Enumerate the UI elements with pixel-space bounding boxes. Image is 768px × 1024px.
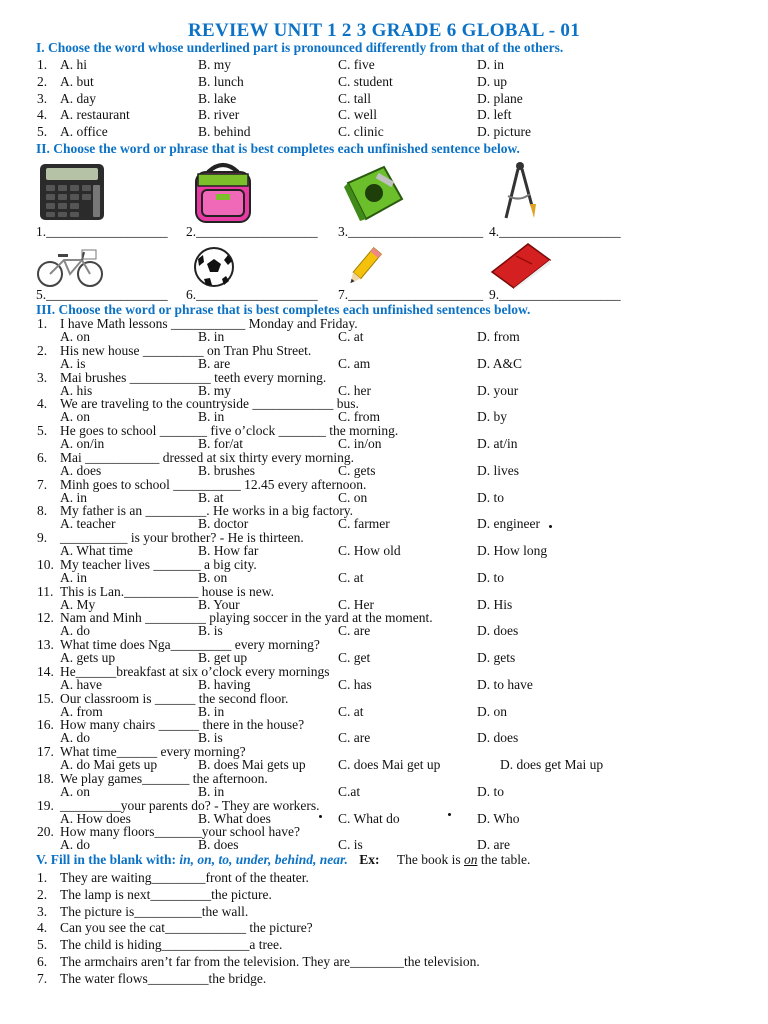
option-d: D. left bbox=[477, 107, 512, 123]
fill-blank-sentence: The water flows_________the bridge. bbox=[60, 970, 267, 986]
option-a: A. on/in bbox=[60, 436, 105, 451]
question-row bbox=[0, 557, 768, 571]
option-c: C. at bbox=[338, 569, 364, 585]
section-1-heading: I. Choose the word whose underlined part is pronounced differently from that of the others. bbox=[36, 40, 564, 55]
question-row bbox=[0, 450, 768, 464]
fill-blank-sentence: The lamp is next_________the picture. bbox=[60, 886, 272, 902]
options-row bbox=[0, 650, 768, 664]
picture-answer-blank: 3.____________________ bbox=[338, 224, 484, 239]
question-row bbox=[0, 370, 768, 384]
option-c: C.at bbox=[338, 783, 361, 799]
question-number: 7. bbox=[37, 476, 48, 492]
options-row bbox=[0, 543, 768, 557]
fill-blank-row bbox=[0, 904, 768, 920]
question-row bbox=[0, 316, 768, 330]
question-row bbox=[0, 798, 768, 812]
option-c: C. is bbox=[338, 837, 363, 853]
option-a: A. do bbox=[60, 730, 90, 746]
question-text: He goes to school _______ five o’clock _______ the morning. bbox=[60, 423, 399, 438]
option-c: C. from bbox=[338, 409, 380, 425]
option-c: C. student bbox=[338, 73, 393, 89]
option-b: B. river bbox=[198, 107, 240, 123]
item-number: 2. bbox=[37, 73, 48, 89]
options-row bbox=[0, 704, 768, 718]
option-a: A. What time bbox=[60, 543, 133, 558]
option-a: A. on bbox=[60, 409, 90, 425]
option-b: B. in bbox=[198, 703, 225, 719]
option-d: D. lives bbox=[477, 462, 519, 478]
example-sentence bbox=[397, 852, 530, 867]
section-5-heading-text: V. Fill in the blank with: bbox=[36, 852, 177, 867]
question-number: 4. bbox=[37, 396, 48, 412]
option-b: B. lake bbox=[198, 90, 237, 106]
question-number: 9. bbox=[37, 530, 48, 545]
picture-answer-blank: 9.__________________ bbox=[489, 287, 621, 302]
option-b: B. is bbox=[198, 730, 223, 746]
question-number: 16. bbox=[37, 717, 54, 733]
fill-blank-row bbox=[0, 937, 768, 953]
option-b: B. behind bbox=[198, 124, 251, 140]
question-number: 10. bbox=[37, 556, 54, 572]
fill-blank-sentence: Can you see the cat____________ the picture? bbox=[60, 920, 313, 936]
picture-answer-blank: 2.__________________ bbox=[186, 224, 318, 239]
question-text: Mai brushes ____________ teeth every morning. bbox=[60, 369, 327, 385]
option-c: C. Her bbox=[338, 596, 374, 612]
question-text: His new house _________ on Tran Phu Street. bbox=[60, 342, 312, 358]
option-d: D. to bbox=[477, 489, 504, 505]
worksheet-title: REVIEW UNIT 1 2 3 GRADE 6 GLOBAL - 01 bbox=[187, 20, 581, 41]
option-c: C. clinic bbox=[338, 124, 384, 140]
item-number: 2. bbox=[37, 886, 48, 902]
options-row bbox=[0, 383, 768, 397]
stray-dot bbox=[448, 813, 451, 816]
option-d: D. picture bbox=[477, 124, 531, 140]
option-b: B. at bbox=[198, 489, 224, 505]
option-b: B. How far bbox=[198, 543, 259, 558]
item-number: 6. bbox=[37, 954, 48, 969]
question-row bbox=[0, 691, 768, 705]
picture-answer-blank: 7.____________________ bbox=[338, 287, 484, 302]
question-row bbox=[0, 744, 768, 758]
option-d: D. to bbox=[477, 783, 504, 799]
item-number: 4. bbox=[37, 920, 48, 936]
option-b: B. brushes bbox=[198, 462, 255, 478]
question-number: 6. bbox=[37, 449, 48, 465]
options-row bbox=[0, 570, 768, 584]
stray-dot bbox=[549, 525, 552, 528]
question-text: We play games_______ the afternoon. bbox=[60, 770, 268, 786]
question-row bbox=[0, 396, 768, 410]
options-row bbox=[0, 837, 768, 851]
question-row bbox=[0, 343, 768, 357]
option-c: C. are bbox=[338, 623, 371, 639]
option-a: A. in bbox=[60, 489, 87, 505]
section-5-heading bbox=[36, 852, 530, 868]
question-number: 3. bbox=[37, 369, 48, 385]
option-c: C. get bbox=[338, 650, 371, 665]
item-number: 1. bbox=[37, 870, 48, 885]
question-text: What time does Nga_________ every morning? bbox=[60, 637, 320, 652]
option-c: C. are bbox=[338, 730, 371, 746]
option-c: C. gets bbox=[338, 462, 376, 478]
option-b: B. in bbox=[198, 409, 225, 425]
option-c: C. What do bbox=[338, 810, 400, 826]
question-row bbox=[0, 664, 768, 678]
option-b: B. on bbox=[198, 569, 228, 585]
notebook-icon bbox=[488, 242, 554, 290]
option-d: D. to bbox=[477, 569, 504, 585]
pronunciation-row bbox=[0, 107, 768, 123]
option-d: D. does bbox=[477, 730, 519, 746]
options-row bbox=[0, 730, 768, 744]
options-row bbox=[0, 356, 768, 370]
pronunciation-row bbox=[0, 124, 768, 140]
item-number: 5. bbox=[37, 937, 48, 953]
option-c: C. farmer bbox=[338, 516, 390, 532]
options-row bbox=[0, 409, 768, 423]
option-b: B. in bbox=[198, 329, 225, 344]
options-row bbox=[0, 516, 768, 530]
options-row bbox=[0, 811, 768, 825]
section-2-heading: II. Choose the word or phrase that is best completes each unfinished sentence below. bbox=[36, 141, 520, 156]
question-text: This is Lan.___________ house is new. bbox=[60, 583, 274, 599]
question-row bbox=[0, 530, 768, 544]
option-d: D. does bbox=[477, 623, 519, 639]
question-number: 11. bbox=[37, 583, 54, 599]
option-d: D. are bbox=[477, 837, 510, 853]
question-text: He______breakfast at six o’clock every mornings bbox=[60, 663, 330, 679]
option-b: B. are bbox=[198, 355, 231, 371]
question-text: Our classroom is ______ the second floor. bbox=[60, 690, 289, 706]
example-word: on bbox=[463, 852, 478, 867]
option-a: A. but bbox=[60, 73, 94, 89]
option-d: D. His bbox=[477, 596, 513, 612]
options-row bbox=[0, 463, 768, 477]
question-number: 14. bbox=[37, 663, 54, 679]
options-row bbox=[0, 436, 768, 450]
question-row bbox=[0, 717, 768, 731]
question-row bbox=[0, 771, 768, 785]
option-b: B. in bbox=[198, 783, 225, 799]
fill-blank-sentence: The picture is__________the wall. bbox=[60, 903, 249, 919]
question-row bbox=[0, 477, 768, 491]
question-number: 18. bbox=[37, 770, 54, 786]
question-text: We are traveling to the countryside ____________ bus. bbox=[60, 396, 359, 412]
pencil-icon bbox=[344, 244, 384, 290]
option-d: D. your bbox=[477, 382, 519, 398]
question-number: 13. bbox=[37, 637, 54, 652]
option-b: B. my bbox=[198, 382, 232, 398]
option-b: B. for/at bbox=[198, 436, 243, 451]
question-row bbox=[0, 610, 768, 624]
option-c: C. well bbox=[338, 107, 377, 123]
option-c: C. in/on bbox=[338, 436, 382, 451]
question-text: Nam and Minh _________ playing soccer in the yard at the moment. bbox=[60, 610, 433, 626]
question-text: Minh goes to school __________ 12.45 every afternoon. bbox=[60, 476, 367, 492]
option-a: A. on bbox=[60, 783, 90, 799]
question-number: 5. bbox=[37, 423, 48, 438]
question-text: My father is an _________. He works in a big factory. bbox=[60, 503, 354, 519]
item-number: 3. bbox=[37, 90, 48, 106]
picture-answer-blank: 4.__________________ bbox=[489, 224, 621, 239]
pronunciation-row bbox=[0, 91, 768, 107]
question-number: 1. bbox=[37, 316, 48, 331]
question-number: 15. bbox=[37, 690, 54, 706]
backpack-icon bbox=[188, 160, 258, 226]
bicycle-icon bbox=[36, 246, 104, 288]
option-b: B. is bbox=[198, 623, 223, 639]
stray-dot bbox=[319, 815, 322, 818]
options-row bbox=[0, 329, 768, 343]
compass-icon bbox=[500, 160, 540, 222]
option-a: A. teacher bbox=[60, 516, 116, 532]
fill-blank-row bbox=[0, 971, 768, 987]
option-c: C. How old bbox=[338, 543, 401, 558]
option-d: D. engineer bbox=[477, 516, 540, 532]
item-number: 1. bbox=[37, 57, 48, 72]
option-d: D. A&C bbox=[477, 355, 523, 371]
option-c: C. on bbox=[338, 489, 368, 505]
options-row bbox=[0, 677, 768, 691]
option-d: D. does get Mai up bbox=[500, 757, 604, 772]
option-a: A. hi bbox=[60, 57, 87, 72]
question-text: Mai ___________ dressed at six thirty every morning. bbox=[60, 449, 354, 465]
option-a: A. his bbox=[60, 382, 93, 398]
fill-blank-sentence: The child is hiding_____________a tree. bbox=[60, 937, 283, 953]
section-3-heading: III. Choose the word or phrase that is best completes each unfinished sentences below. bbox=[36, 302, 531, 317]
option-d: D. by bbox=[477, 409, 507, 425]
option-d: D. on bbox=[477, 703, 507, 719]
option-b: B. my bbox=[198, 57, 232, 72]
picture-answer-blank: 5.__________________ bbox=[36, 287, 168, 302]
option-c: C. has bbox=[338, 676, 372, 692]
options-row bbox=[0, 490, 768, 504]
option-c: C. at bbox=[338, 329, 364, 344]
option-b: B. What does bbox=[198, 810, 271, 826]
question-text: _________your parents do? - They are workers. bbox=[60, 797, 320, 813]
fill-blank-row bbox=[0, 870, 768, 886]
option-d: D. plane bbox=[477, 90, 523, 106]
option-b: B. does bbox=[198, 837, 239, 853]
question-number: 19. bbox=[37, 797, 54, 813]
item-number: 4. bbox=[37, 107, 48, 123]
option-c: C. at bbox=[338, 703, 364, 719]
question-row bbox=[0, 824, 768, 838]
item-number: 5. bbox=[37, 124, 48, 140]
options-row bbox=[0, 597, 768, 611]
option-c: C. her bbox=[338, 382, 371, 398]
option-b: B. doctor bbox=[198, 516, 249, 532]
option-a: A. have bbox=[60, 676, 102, 692]
question-text: How many chairs ______ there in the house? bbox=[60, 717, 305, 733]
option-a: A. day bbox=[60, 90, 96, 106]
option-c: C. does Mai get up bbox=[338, 757, 441, 772]
item-number: 7. bbox=[37, 970, 48, 986]
option-d: D. up bbox=[477, 73, 507, 89]
options-row bbox=[0, 757, 768, 771]
option-b: B. Your bbox=[198, 596, 240, 612]
option-a: A. from bbox=[60, 703, 103, 719]
option-a: A. My bbox=[60, 596, 96, 612]
question-row bbox=[0, 584, 768, 598]
picture-answer-blank: 6.__________________ bbox=[186, 287, 318, 302]
soccer-ball-icon bbox=[192, 245, 236, 289]
option-a: A. restaurant bbox=[60, 107, 130, 123]
option-d: D. at/in bbox=[477, 436, 518, 451]
option-c: C. tall bbox=[338, 90, 371, 106]
option-b: B. does Mai gets up bbox=[198, 757, 306, 772]
option-d: D. to have bbox=[477, 676, 533, 692]
question-number: 20. bbox=[37, 824, 54, 840]
calculator-icon bbox=[38, 162, 106, 222]
question-number: 2. bbox=[37, 342, 48, 358]
option-a: A. How does bbox=[60, 810, 131, 826]
question-text: My teacher lives _______ a big city. bbox=[60, 556, 257, 572]
example-before: The book is bbox=[396, 852, 461, 867]
section-5-word-bank: in, on, to, under, behind, near. bbox=[179, 852, 348, 867]
option-a: A. on bbox=[60, 329, 90, 344]
question-text: How many floors_______your school have? bbox=[60, 824, 300, 840]
option-a: A. do bbox=[60, 837, 90, 853]
options-row bbox=[0, 623, 768, 637]
question-number: 8. bbox=[37, 503, 48, 519]
question-number: 17. bbox=[37, 744, 54, 759]
item-number: 3. bbox=[37, 903, 48, 919]
options-row bbox=[0, 784, 768, 798]
question-text: What time______ every morning? bbox=[60, 744, 246, 759]
example-after: the table. bbox=[480, 852, 531, 867]
fill-blank-row bbox=[0, 920, 768, 936]
pronunciation-row bbox=[0, 74, 768, 90]
option-b: B. having bbox=[198, 676, 251, 692]
picture-answer-blank: 1.__________________ bbox=[36, 224, 168, 239]
option-a: A. do Mai gets up bbox=[60, 757, 158, 772]
option-d: D. gets bbox=[477, 650, 516, 665]
option-d: D. How long bbox=[477, 543, 548, 558]
option-d: D. Who bbox=[477, 810, 520, 826]
option-d: D. from bbox=[477, 329, 520, 344]
fill-blank-sentence: The armchairs aren’t far from the television. They are________the television. bbox=[60, 954, 480, 969]
option-c: C. five bbox=[338, 57, 375, 72]
option-a: A. does bbox=[60, 462, 102, 478]
fill-blank-row bbox=[0, 954, 768, 970]
pencil-sharpener-icon bbox=[340, 163, 408, 225]
option-a: A. in bbox=[60, 569, 87, 585]
option-a: A. do bbox=[60, 623, 90, 639]
option-b: B. get up bbox=[198, 650, 248, 665]
option-a: A. is bbox=[60, 355, 86, 371]
option-c: C. am bbox=[338, 355, 371, 371]
option-a: A. gets up bbox=[60, 650, 116, 665]
fill-blank-sentence: They are waiting________front of the theater. bbox=[60, 870, 309, 885]
fill-blank-row bbox=[0, 887, 768, 903]
pronunciation-row bbox=[0, 57, 768, 73]
option-d: D. in bbox=[477, 57, 504, 72]
example-label: Ex: bbox=[359, 852, 380, 867]
question-number: 12. bbox=[37, 610, 54, 626]
question-text: __________ is your brother? - He is thirteen. bbox=[60, 530, 304, 545]
question-text: I have Math lessons ___________ Monday and Friday. bbox=[60, 316, 358, 331]
option-a: A. office bbox=[60, 124, 108, 140]
option-b: B. lunch bbox=[198, 73, 244, 89]
question-row bbox=[0, 423, 768, 437]
question-row bbox=[0, 503, 768, 517]
question-row bbox=[0, 637, 768, 651]
